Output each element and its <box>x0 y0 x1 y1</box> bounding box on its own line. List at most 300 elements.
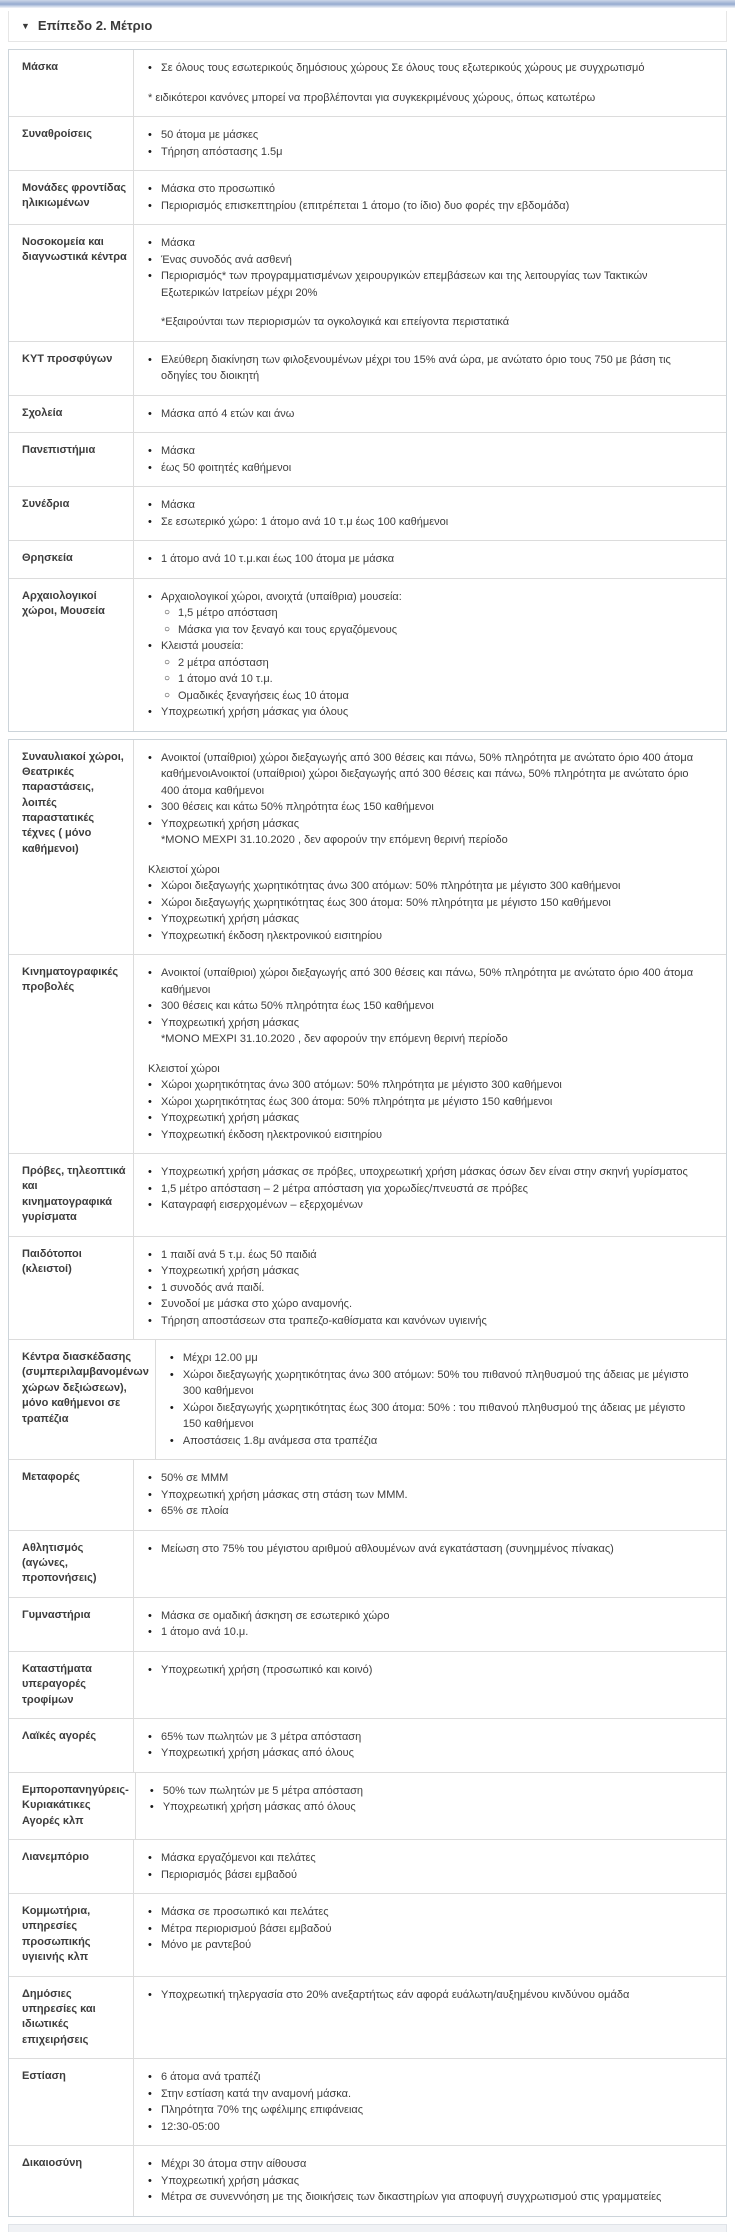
bullet-item <box>148 2069 706 2086</box>
item-text: Κλειστά μουσεία: <box>161 640 244 652</box>
item-text: Υποχρεωτική χρήση μάσκας για όλους <box>161 706 349 718</box>
bullet-item <box>148 911 706 928</box>
bullet-icon: • <box>148 1298 152 1311</box>
bullet-icon: • <box>149 1784 154 1797</box>
bullet-icon: • <box>148 1852 152 1865</box>
bullet-icon: • <box>148 1314 152 1327</box>
table-row <box>9 1597 726 1651</box>
item-text: Τήρηση αποστάσεων στα τραπεζο-καθίσματα και κανόνων υγιεινής <box>161 1314 487 1327</box>
row-measures <box>134 50 726 116</box>
bullet-item <box>148 1077 706 1094</box>
item-text: Ελεύθερη διακίνηση των φιλοξενουμένων μέχρι του 15% ανά ώρα, με ανώτατο όριο τους 750 με βάση τις οδηγίες του διοικητή <box>161 353 671 382</box>
row-measures <box>134 579 726 731</box>
tables <box>8 49 727 2217</box>
bullet-item <box>148 998 706 1015</box>
bullet-item <box>148 1110 706 1127</box>
bullet-item <box>148 1127 706 1144</box>
bullet-item <box>148 235 706 252</box>
item-text: 1 άτομο ανά 10 τ.μ. <box>178 673 273 685</box>
row-measures <box>134 2059 726 2145</box>
bullet-icon: • <box>148 237 152 249</box>
table-row <box>9 1530 726 1597</box>
bullet-item <box>148 2086 706 2103</box>
item-text: 65% σε πλοία <box>161 1505 229 1518</box>
bullet-item <box>148 1015 706 1032</box>
bullet-icon: • <box>148 62 152 74</box>
bullet-item <box>170 1400 706 1433</box>
bullet-icon: • <box>148 129 152 141</box>
item-text: Μέτρα σε συνεννόηση με της διοικήσεις των δικαστηρίων για αποφυγή συγχρωτισμού στις γραμματείες <box>161 2191 662 2204</box>
bullet-item <box>148 1867 706 1884</box>
item-text: 1 άτομο ανά 10 τ.μ.και έως 100 άτομα με μάσκα <box>161 553 395 565</box>
bullet-icon: • <box>148 353 152 366</box>
item-text: Υποχρεωτική χρήση μάσκας <box>161 913 300 925</box>
bullet-item <box>148 750 706 800</box>
item-text: Χώροι χωρητικότητας άνω 300 ατόμων: 50% πληρότητα με μέγιστο 300 καθήμενοι <box>161 1079 562 1091</box>
bullet-item <box>148 799 706 816</box>
table-row <box>9 1339 726 1459</box>
bullet-icon: • <box>148 1922 152 1935</box>
row-category-label: Θρησκεία <box>9 541 134 578</box>
bullet-icon: • <box>148 2120 152 2133</box>
bullet-icon: • <box>148 1248 152 1261</box>
bullet-item <box>148 1247 706 1264</box>
bullet-icon: • <box>148 1095 152 1108</box>
item-text: Υποχρεωτική χρήση μάσκας <box>161 1112 300 1124</box>
row-measures <box>134 225 726 341</box>
row-measures <box>156 1340 726 1459</box>
row-category-label: Δημόσιες υπηρεσίες και ιδιωτικές επιχειρήσεις <box>9 1977 134 2059</box>
bullet-item <box>148 1662 706 1679</box>
table-row <box>9 1459 726 1530</box>
row-measures <box>134 1598 726 1651</box>
note-text: *ΜΟΝΟ ΜΕΧΡΙ 31.10.2020 , δεν αφορούν την επόμενη θερινή περίοδο <box>161 1033 508 1045</box>
note-text: *Εξαιρούνται των περιορισμών τα ογκολογικά και επείγοντα περιστατικά <box>161 316 510 328</box>
row-measures <box>134 1460 726 1530</box>
item-text: 300 θέσεις και κάτω 50% πληρότητα έως 150 καθήμενοι <box>161 1000 434 1012</box>
table-row <box>9 50 726 116</box>
item-text: Μάσκα <box>161 499 196 511</box>
item-text: Υποχρεωτική έκδοση ηλεκτρονικού εισιτηρίου <box>161 929 383 942</box>
bullet-icon: • <box>148 199 152 212</box>
item-text: Μάσκα για τον ξεναγό και τους εργαζόμενους <box>178 623 398 636</box>
bullet-icon: • <box>148 706 152 718</box>
item-text: Αποστάσεις 1.8μ ανάμεσα στα τραπέζια <box>182 1434 378 1447</box>
item-text: Υποχρεωτική χρήση (προσωπικό και κοινό) <box>161 1663 373 1676</box>
item-text: Μέχρι 12.00 μμ <box>182 1352 258 1365</box>
item-text: Μάσκα στο προσωπικό <box>161 183 275 195</box>
bullet-icon: • <box>148 1747 152 1760</box>
row-measures <box>134 1652 726 1718</box>
bullet-icon: • <box>149 1801 154 1814</box>
row-category-label: Σχολεία <box>9 396 134 433</box>
item-text: Μάσκα σε ομαδική άσκηση σε εσωτερικό χώρο <box>161 1609 390 1622</box>
item-text: Συνοδοί με μάσκα στο χώρο αναμονής. <box>161 1298 353 1311</box>
bullet-icon: • <box>148 2158 152 2171</box>
bullet-icon: • <box>148 880 152 892</box>
measures-table-1 <box>8 49 727 732</box>
bullet-item <box>148 1745 706 1762</box>
bullet-item <box>148 144 706 161</box>
bullet-icon: • <box>148 1542 152 1555</box>
bullet-icon: • <box>148 1730 152 1743</box>
note-text: *ΜΟΝΟ ΜΕΧΡΙ 31.10.2020 , δεν αφορούν την επόμενη θερινή περίοδο <box>161 834 508 846</box>
row-category-label: Κομμωτήρια, υπηρεσίες προσωπικής υγιεινής κλπ <box>9 1894 134 1976</box>
item-text: Σε όλους τους εσωτερικούς δημόσιους χώρους Σε όλους τους εξωτερικούς χώρους με συγχρωτισμό <box>161 62 645 74</box>
row-measures <box>134 396 726 433</box>
bullet-item <box>148 1164 706 1181</box>
bullet-icon: • <box>148 1199 152 1211</box>
bullet-item <box>148 1987 706 2004</box>
bullet-item <box>148 1280 706 1297</box>
next-section-edge <box>8 2224 727 2232</box>
item-text: Μόνο με ραντεβού <box>161 1939 252 1952</box>
table-row <box>9 170 726 224</box>
bullet-item <box>148 443 706 460</box>
note-text: * ειδικότεροι κανόνες μπορεί να προβλέπονται για συγκεκριμένους χώρους, όπως κατωτέρω <box>148 91 596 104</box>
item-text: Μάσκα σε προσωπικό και πελάτες <box>161 1906 329 1919</box>
item-text: Μέτρα περιορισμού βάσει εμβαδού <box>161 1922 332 1935</box>
row-category-label: Γυμναστήρια <box>9 1598 134 1651</box>
row-category-label: Μονάδες φροντίδας ηλικιωμένων <box>9 171 134 224</box>
bullet-item <box>148 589 706 606</box>
bullet-icon: • <box>148 1609 152 1622</box>
table-row <box>9 486 726 540</box>
bullet-item <box>148 2119 706 2136</box>
row-category-label: Συναθροίσεις <box>9 117 134 170</box>
note-text: Κλειστοί χώροι <box>148 863 220 876</box>
table-row <box>9 1772 726 1839</box>
row-category-label: Κέντρα διασκέδασης (συμπεριλαμβανομένων χώρων δεξιώσεων), μόνο καθήμενοι σε τραπέζια <box>9 1340 156 1459</box>
item-text: Χώροι διεξαγωγής χωρητικότητας έως 300 άτομα: 50% πληρότητα με μέγιστο 150 καθήμενοι <box>161 896 611 909</box>
row-category-label: Συναυλιακοί χώροι, Θεατρικές παραστάσεις, λοιπές παραστατικές τέχνες ( μόνο καθήμενοι) <box>9 740 134 955</box>
row-measures <box>134 955 726 1153</box>
bullet-icon: • <box>148 270 152 282</box>
row-category-label: Συνέδρια <box>9 487 134 540</box>
sub-bullet-item <box>148 622 706 639</box>
bullet-item <box>148 1850 706 1867</box>
item-text: Χώροι χωρητικότητας έως 300 άτομα: 50% πληρότητα με μέγιστο 150 καθήμενοι <box>161 1095 553 1108</box>
accordion-header-level-2[interactable] <box>8 11 727 42</box>
item-text: Υποχρεωτική τηλεργασία στο 20% ανεξαρτήτως εάν αφορά ευάλωτη/αυξημένου κινδύνου ομάδα <box>161 1988 630 2001</box>
row-category-label: Πρόβες, τηλεοπτικά και κινηματογραφικά γυρίσματα <box>9 1154 134 1236</box>
row-category-label: Αθλητισμός (αγώνες, προπονήσεις) <box>9 1531 134 1597</box>
bullet-icon: • <box>148 640 152 652</box>
row-category-label: Δικαιοσύνη <box>9 2146 134 2216</box>
row-category-label: Μάσκα <box>9 50 134 116</box>
table-row <box>9 540 726 578</box>
bullet-item <box>148 60 706 77</box>
section-title: Επίπεδο 2. Μέτριο <box>37 18 153 33</box>
bullet-icon: • <box>148 1265 152 1278</box>
item-text: 12:30-05:00 <box>161 2120 220 2133</box>
bullet-item <box>148 816 706 833</box>
item-text: Υποχρεωτική χρήση μάσκας από όλους <box>162 1801 356 1814</box>
item-text: Ένας συνοδός ανά ασθενή <box>161 253 292 266</box>
bullet-item <box>148 704 706 721</box>
bullet-item <box>148 2156 706 2173</box>
bullet-item <box>148 514 706 531</box>
bullet-item <box>148 1470 706 1487</box>
bullet-item <box>148 1921 706 1938</box>
item-text: Υποχρεωτική χρήση μάσκας στη στάση των ΜΜΜ. <box>161 1488 408 1501</box>
bullet-item <box>148 965 706 998</box>
item-text: Σε εσωτερικό χώρο: 1 άτομο ανά 10 τ.μ έως 100 καθήμενοι <box>161 515 449 528</box>
bullet-icon: • <box>148 407 152 420</box>
bullet-item <box>148 1487 706 1504</box>
bullet-icon: • <box>148 461 152 474</box>
bullet-icon: • <box>148 817 152 830</box>
bullet-icon: • <box>148 2087 152 2100</box>
section-divider-strip <box>0 0 735 8</box>
bullet-item <box>148 1937 706 1954</box>
bullet-item <box>148 1729 706 1746</box>
bullet-item <box>148 551 706 568</box>
bullet-icon: • <box>148 590 152 603</box>
table-row <box>9 1153 726 1236</box>
row-category-label: Μεταφορές <box>9 1460 134 1530</box>
row-measures <box>134 2146 726 2216</box>
bullet-item <box>150 1783 706 1800</box>
row-measures <box>134 433 726 486</box>
item-text: 2 μέτρα απόσταση <box>178 656 269 669</box>
item-text: Περιορισμός βάσει εμβαδού <box>161 1868 298 1881</box>
bullet-item <box>148 878 706 895</box>
item-text: 1,5 μέτρο απόσταση <box>178 607 278 619</box>
sub-bullet-item <box>148 655 706 672</box>
bullet-icon: • <box>148 2174 152 2187</box>
table-row <box>9 1651 726 1718</box>
row-measures <box>134 1977 726 2059</box>
bullet-icon: • <box>148 2071 152 2084</box>
bullet-icon: • <box>148 2191 152 2204</box>
circle-bullet-icon: ○ <box>164 673 171 684</box>
bullet-item <box>148 1094 706 1111</box>
item-text: Υποχρεωτική χρήση μάσκας σε πρόβες, υποχρεωτική χρήση μάσκας όσων δεν είναι στην σκηνή γυρίσματος <box>161 1166 688 1178</box>
bullet-item <box>150 1799 706 1816</box>
table-row <box>9 116 726 170</box>
bullet-icon: • <box>148 253 152 266</box>
bullet-icon: • <box>148 183 152 195</box>
bullet-item <box>148 2189 706 2206</box>
bullet-item <box>148 1197 706 1214</box>
bullet-item <box>148 1263 706 1280</box>
row-category-label: Νοσοκομεία και διαγνωστικά κέντρα <box>9 225 134 341</box>
table-row <box>9 954 726 1153</box>
chevron-down-icon: ▼ <box>21 21 30 31</box>
item-text: Χώροι διεξαγωγής χωρητικότητας άνω 300 ατόμων: 50% του πιθανού πληθυσμού της άδειας με μέγιστο 300 καθήμενοι <box>182 1368 689 1398</box>
item-text: 1 άτομο ανά 10.μ. <box>161 1626 249 1639</box>
bullet-icon: • <box>148 145 152 158</box>
bullet-item <box>148 497 706 514</box>
bullet-item <box>148 1181 706 1198</box>
item-text: Ανοικτοί (υπαίθριοι) χώροι διεξαγωγής από 300 θέσεις και πάνω, 50% πληρότητα με ανώτατο όριο 400 άτομα καθήμενοιΑνοικτοί (υπαίθριοι) χώροι διεξαγωγής από 300 θέσεις και πάνω, 50% πληρότητα με ανώτατο όριο 400 άτομα καθήμενοι <box>161 751 694 797</box>
row-category-label: Πανεπιστήμια <box>9 433 134 486</box>
item-text: 50% σε ΜΜΜ <box>161 1472 229 1485</box>
bullet-icon: • <box>148 1182 152 1195</box>
bullet-item <box>148 1624 706 1641</box>
bullet-icon: • <box>148 2104 152 2117</box>
item-text: 1,5 μέτρο απόσταση – 2 μέτρα απόσταση για χορωδίες/πνευστά σε πρόβες <box>161 1182 528 1195</box>
item-text: Υποχρεωτική χρήση μάσκας <box>161 2174 300 2187</box>
row-measures <box>134 541 726 578</box>
item-text: Μείωση στο 75% του μέγιστου αριθμού αθλουμένων ανά εγκατάσταση (συνημμένος πίνακας) <box>161 1542 614 1555</box>
bullet-icon: • <box>148 1128 152 1141</box>
row-measures <box>134 740 726 955</box>
bullet-item <box>148 1608 706 1625</box>
measures-table-2 <box>8 739 727 2217</box>
sub-bullet-item <box>148 688 706 705</box>
row-measures <box>134 1237 726 1340</box>
note-text: Κλειστοί χώροι <box>148 1062 220 1075</box>
row-category-label: Εστίαση <box>9 2059 134 2145</box>
bullet-item <box>148 895 706 912</box>
table-row <box>9 740 726 955</box>
item-text: Στην εστίαση κατά την αναμονή μάσκα. <box>161 2087 352 2100</box>
item-text: 300 θέσεις και κάτω 50% πληρότητα έως 150 καθήμενοι <box>161 801 434 813</box>
bullet-item <box>148 406 706 423</box>
row-category-label: Καταστήματα υπεραγορές τροφίμων <box>9 1652 134 1718</box>
circle-bullet-icon: ○ <box>164 623 171 635</box>
bullet-item <box>148 928 706 945</box>
item-text: Υποχρεωτική χρήση μάσκας <box>161 1265 300 1278</box>
bullet-icon: • <box>169 1352 174 1365</box>
row-measures <box>134 1840 726 1893</box>
bullet-icon: • <box>148 967 152 979</box>
bullet-icon: • <box>148 1281 152 1294</box>
row-category-label: Λιανεμπόριο <box>9 1840 134 1893</box>
bullet-item <box>170 1350 706 1367</box>
bullet-item <box>148 1904 706 1921</box>
table-row <box>9 1976 726 2059</box>
item-text: έως 50 φοιτητές καθήμενοι <box>161 461 292 474</box>
row-measures <box>134 171 726 224</box>
item-text: Τήρηση απόστασης 1.5μ <box>161 145 283 158</box>
table-row <box>9 395 726 433</box>
item-text: Ομαδικές ξεναγήσεις έως 10 άτομα <box>178 689 349 702</box>
sub-bullet-item <box>148 605 706 622</box>
item-text: Υποχρεωτική χρήση μάσκας <box>161 1016 300 1029</box>
item-text: 50% των πωλητών με 5 μέτρα απόσταση <box>162 1784 364 1797</box>
item-text: 6 άτομα ανά τραπέζι <box>161 2071 261 2084</box>
row-category-label: Αρχαιολογικοί χώροι, Μουσεία <box>9 579 134 731</box>
item-text: Χώροι διεξαγωγής χωρητικότητας άνω 300 ατόμων: 50% πληρότητα με μέγιστο 300 καθήμενοι <box>161 880 621 892</box>
bullet-item <box>170 1433 706 1450</box>
bullet-icon: • <box>148 1906 152 1919</box>
bullet-icon: • <box>169 1368 174 1381</box>
row-measures <box>134 1531 726 1597</box>
bullet-icon: • <box>148 929 152 942</box>
bullet-icon: • <box>148 1016 152 1029</box>
row-category-label: Εμποροπανηγύρεις-Κυριακάτικες Αγορές κλπ <box>9 1773 136 1839</box>
bullet-item <box>148 127 706 144</box>
item-text: Μέχρι 30 άτομα στην αίθουσα <box>161 2158 307 2171</box>
item-text: Ανοικτοί (υπαίθριοι) χώροι διεξαγωγής από 300 θέσεις και πάνω, 50% πληρότητα με ανώτατο όριο 400 άτομα καθήμενοι <box>161 967 694 996</box>
bullet-icon: • <box>148 1488 152 1501</box>
bullet-icon: • <box>148 1166 152 1178</box>
bullet-icon: • <box>148 1079 152 1091</box>
item-text: Υποχρεωτική έκδοση ηλεκτρονικού εισιτηρίου <box>161 1128 383 1141</box>
bullet-icon: • <box>169 1401 174 1414</box>
table-row <box>9 1893 726 1976</box>
bullet-icon: • <box>148 499 152 511</box>
bullet-item <box>148 252 706 269</box>
row-category-label: Λαϊκές αγορές <box>9 1719 134 1772</box>
sub-bullet-item <box>148 671 706 688</box>
circle-bullet-icon: ○ <box>164 689 171 701</box>
bullet-item <box>148 1541 706 1558</box>
bullet-item <box>148 1296 706 1313</box>
row-measures <box>134 342 726 395</box>
table-row <box>9 2145 726 2216</box>
bullet-icon: • <box>148 1663 152 1676</box>
item-text: 1 παιδί ανά 5 τ.μ. έως 50 παιδιά <box>161 1248 317 1261</box>
bullet-icon: • <box>148 553 152 565</box>
table-row <box>9 1839 726 1893</box>
row-category-label: ΚΥΤ προσφύγων <box>9 342 134 395</box>
bullet-item <box>148 638 706 655</box>
bullet-icon: • <box>148 1626 152 1639</box>
circle-bullet-icon: ○ <box>164 607 171 618</box>
circle-bullet-icon: ○ <box>164 656 171 668</box>
item-text: Χώροι διεξαγωγής χωρητικότητας έως 300 άτομα: 50% : του πιθανού πληθυσμού της άδειας με μέγιστο 150 καθήμενοι <box>182 1401 686 1431</box>
row-measures <box>134 1719 726 1772</box>
bullet-icon: • <box>169 1434 174 1447</box>
bullet-item <box>170 1367 706 1400</box>
item-text: 50 άτομα με μάσκες <box>161 129 259 141</box>
table-row <box>9 1236 726 1340</box>
bullet-item <box>148 1313 706 1330</box>
bullet-item <box>148 181 706 198</box>
bullet-icon: • <box>148 1472 152 1485</box>
item-text: Μάσκα από 4 ετών και άνω <box>161 407 295 420</box>
bullet-icon: • <box>148 751 152 764</box>
table-row <box>9 1718 726 1772</box>
row-measures <box>134 117 726 170</box>
bullet-item <box>148 268 706 301</box>
item-text: Μάσκα <box>161 445 196 457</box>
item-text: Μάσκα <box>161 237 196 249</box>
bullet-icon: • <box>148 1505 152 1518</box>
bullet-icon: • <box>148 445 152 457</box>
bullet-icon: • <box>148 1000 152 1012</box>
table-row <box>9 2058 726 2145</box>
item-text: Αρχαιολογικοί χώροι, ανοιχτά (υπαίθρια) μουσεία: <box>161 590 402 603</box>
bullet-icon: • <box>148 1112 152 1124</box>
row-measures <box>134 1154 726 1236</box>
row-measures <box>136 1773 726 1839</box>
table-row <box>9 578 726 731</box>
item-text: Πληρότητα 70% της ωφέλιμης επιφάνειας <box>161 2104 364 2117</box>
bullet-item <box>148 2102 706 2119</box>
table-row <box>9 224 726 341</box>
bullet-item <box>148 1503 706 1520</box>
bullet-item <box>148 2173 706 2190</box>
item-text: 65% των πωλητών με 3 μέτρα απόσταση <box>161 1730 362 1743</box>
bullet-item <box>148 352 706 385</box>
bullet-icon: • <box>148 1939 152 1952</box>
bullet-icon: • <box>148 515 152 528</box>
item-text: 1 συνοδός ανά παιδί. <box>161 1281 265 1294</box>
bullet-icon: • <box>148 896 152 909</box>
bullet-item <box>148 198 706 215</box>
row-measures <box>134 487 726 540</box>
item-text: Καταγραφή εισερχομένων – εξερχομένων <box>161 1199 363 1211</box>
bullet-icon: • <box>148 801 152 813</box>
bullet-icon: • <box>148 1868 152 1881</box>
bullet-icon: • <box>148 1988 152 2001</box>
row-measures <box>134 1894 726 1976</box>
